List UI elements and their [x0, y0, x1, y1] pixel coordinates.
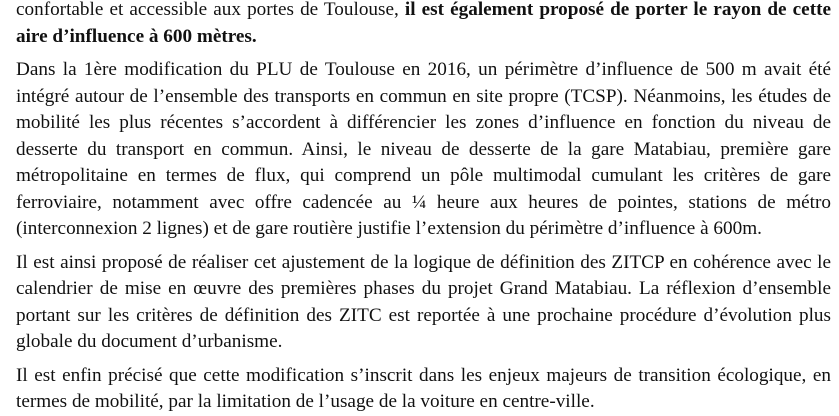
paragraph-continuation [16, 0, 831, 50]
paragraph-continuation-bold-text: il est également proposé de porter le rayon de cette aire d’influence à 600 mètres. [16, 0, 831, 47]
paragraph-ecological-transition: Il est enfin précisé que cette modification s’inscrit dans les enjeux majeurs de transition écologique, en termes de mobilité, par la limitation de l’usage de la voiture en centre-ville. [16, 364, 831, 412]
paragraph-continuation-text: confortable et accessible aux portes de Toulouse, [16, 0, 405, 20]
paragraph-plu-modification: Dans la 1ère modification du PLU de Toulouse en 2016, un périmètre d’influence de 500 m avait été intégré autour de l’ensemble des transports en commun en site propre (TCSP). Néanmoins, les études de mobilité les plus récentes s’accordent à différencier les zones d’influence en fonction du niveau de desserte du transport en commun. Ainsi, le niveau de desserte de la gare Matabiau, première gare métropolitaine en termes de flux, qui comprend un pôle multimodal cumulant les critères de gare ferroviaire, notamment avec offre cadencée au ¼ heure aux heures de pointes, stations de métro (interconnexion 2 lignes) et de gare routière justifie l’extension du périmètre d’influence à 600m. [16, 59, 831, 239]
document-page [16, 0, 831, 416]
paragraph-zitcp-adjustment: Il est ainsi proposé de réaliser cet ajustement de la logique de définition des ZITCP en cohérence avec le calendrier de mise en œuvre des premières phases du projet Grand Matabiau. La réflexion d’ensemble portant sur les critères de définition des ZITC est reportée à une prochaine procédure d’évolution plus globale du document d’urbanisme. [16, 251, 831, 352]
